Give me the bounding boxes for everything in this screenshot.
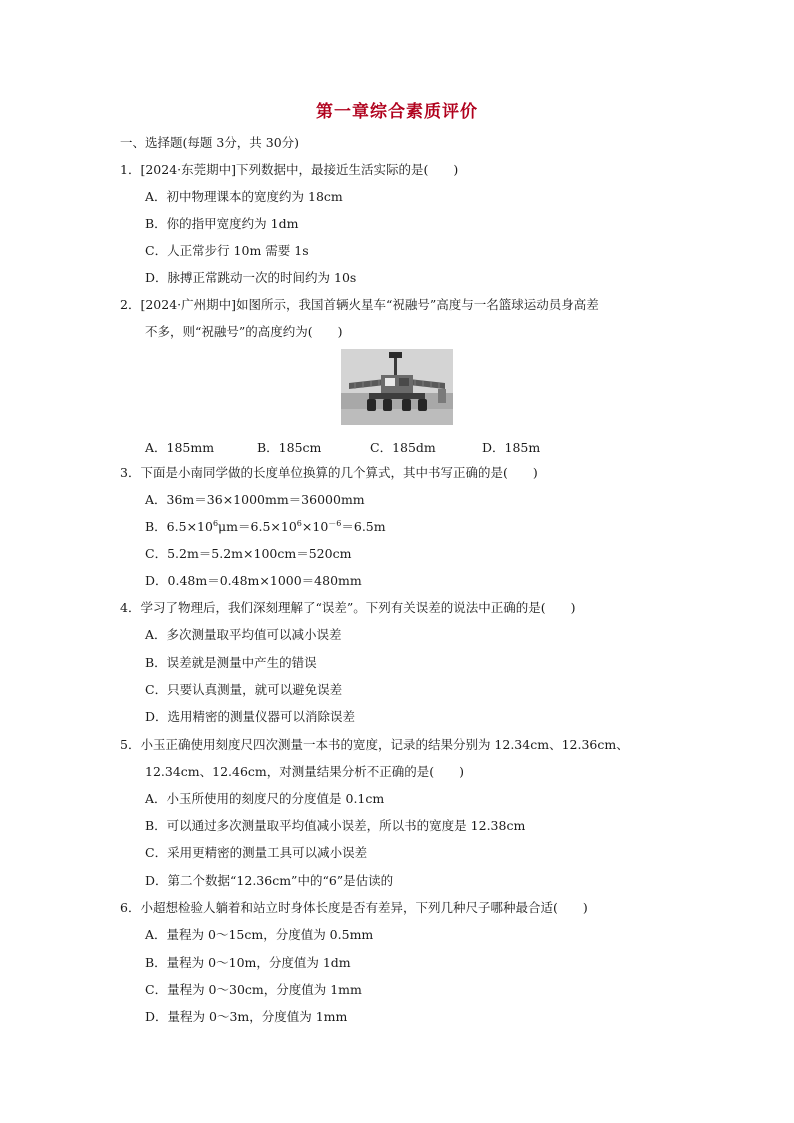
q5-option-a: A．小玉所使用的刻度尺的分度值是 0.1cm xyxy=(145,791,385,806)
q3-option-b-exp2: 6 xyxy=(296,518,302,528)
q3-option-b-part2: μm＝6.5×10 xyxy=(218,519,297,534)
q3-option-b-part1: B．6.5×10 xyxy=(145,519,213,534)
page-title: 第一章综合素质评价 xyxy=(316,102,478,122)
q2-stem-line1: 2．[2024·广州期中]如图所示，我国首辆火星车“祝融号”高度与一名篮球运动员身高差 xyxy=(120,297,599,312)
q6-option-d: D．量程为 0～3m，分度值为 1mm xyxy=(145,1009,348,1024)
q3-option-b-part3: ×10 xyxy=(301,519,329,534)
q1-stem: 1．[2024·东莞期中]下列数据中，最接近生活实际的是( ) xyxy=(120,162,459,177)
q5-option-b: B．可以通过多次测量取平均值减小误差，所以书的宽度是 12.38cm xyxy=(145,818,526,833)
q1-option-b: B．你的指甲宽度约为 1dm xyxy=(145,216,299,231)
q4-option-d: D．选用精密的测量仪器可以消除误差 xyxy=(145,709,356,724)
q3-option-b xyxy=(145,519,386,535)
q3-option-c: C．5.2m＝5.2m×100cm＝520cm xyxy=(145,546,352,561)
q2-stem-line2: 不多，则“祝融号”的高度约为( ) xyxy=(145,324,343,339)
q6-stem: 6．小超想检验人躺着和站立时身体长度是否有差异，下列几种尺子哪种最合适( ) xyxy=(120,900,588,915)
q3-stem: 3．下面是小南同学做的长度单位换算的几个算式，其中书写正确的是( ) xyxy=(120,465,538,480)
q2-option-d: D．185m xyxy=(482,440,541,455)
q4-option-a: A．多次测量取平均值可以减小误差 xyxy=(145,627,342,642)
q2-option-a: A．185mm xyxy=(145,440,215,455)
q5-stem-line2: 12.34cm、12.46cm，对测量结果分析不正确的是( ) xyxy=(145,764,465,779)
q6-option-a: A．量程为 0～15cm，分度值为 0.5mm xyxy=(145,927,374,942)
q6-option-b: B．量程为 0～10m，分度值为 1dm xyxy=(145,955,351,970)
q3-option-b-exp1: 6 xyxy=(212,518,219,528)
q3-option-d: D．0.48m＝0.48m×1000＝480mm xyxy=(145,573,362,588)
q4-stem: 4．学习了物理后，我们深刻理解了“误差”。下列有关误差的说法中正确的是( ) xyxy=(120,600,576,615)
q1-option-a: A．初中物理课本的宽度约为 18cm xyxy=(145,189,343,204)
rover-illustration xyxy=(341,349,453,425)
q6-option-c: C．量程为 0～30cm，分度值为 1mm xyxy=(145,982,362,997)
q2-options-row xyxy=(145,438,565,454)
q5-option-d: D．第二个数据“12.36cm”中的“6”是估读的 xyxy=(145,873,394,888)
section-header: 一、选择题(每题 3分，共 30分) xyxy=(120,135,300,150)
q4-option-b: B．误差就是测量中产生的错误 xyxy=(145,655,317,670)
q1-option-d: D．脉搏正常跳动一次的时间约为 10s xyxy=(145,270,357,285)
q3-option-b-exp3: －6 xyxy=(328,518,342,528)
q2-option-b: B．185cm xyxy=(257,440,322,455)
q1-option-c: C．人正常步行 10m 需要 1s xyxy=(145,243,309,258)
q2-option-c: C．185dm xyxy=(370,440,436,455)
mars-rover-photo xyxy=(341,349,453,425)
q5-stem-line1: 5．小玉正确使用刻度尺四次测量一本书的宽度，记录的结果分别为 12.34cm、12.36cm、 xyxy=(120,737,629,752)
q5-option-c: C．采用更精密的测量工具可以减小误差 xyxy=(145,845,368,860)
q4-option-c: C．只要认真测量，就可以避免误差 xyxy=(145,682,343,697)
q3-option-b-part4: ＝6.5m xyxy=(341,519,386,534)
q3-option-a: A．36m＝36×1000mm＝36000mm xyxy=(145,492,365,507)
